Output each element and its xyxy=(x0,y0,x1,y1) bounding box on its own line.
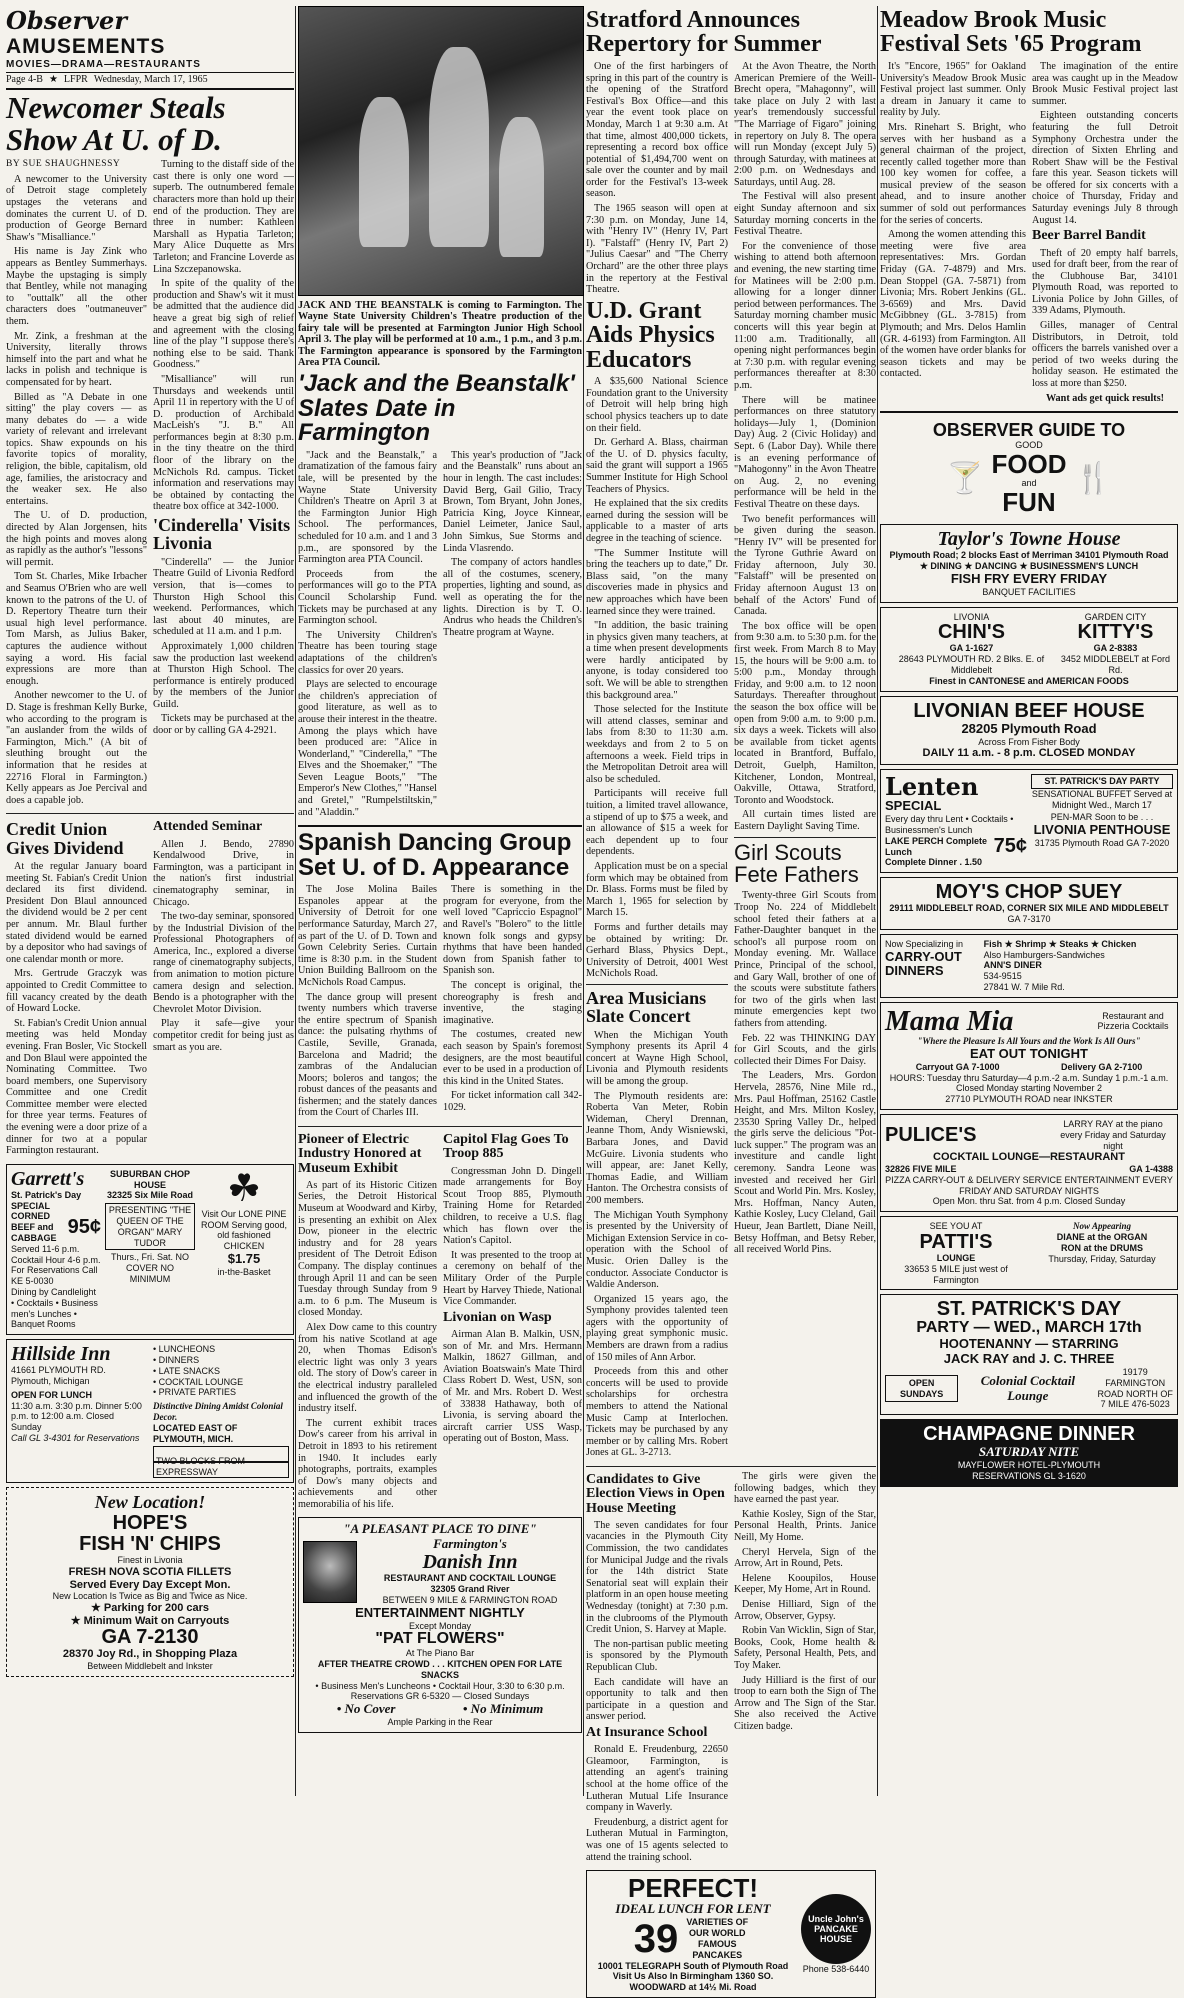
beef-house-ad xyxy=(880,696,1178,765)
danish-at: At The Piano Bar xyxy=(405,1648,475,1659)
masthead-section: AMUSEMENTS xyxy=(6,35,166,58)
guide-and: and xyxy=(1021,478,1037,489)
guide-good: GOOD xyxy=(1015,440,1043,451)
colonial-open: OPEN SUNDAYS xyxy=(885,1375,958,1403)
col3-bottom xyxy=(586,1471,876,1866)
article-paragraph: The two-day seminar, sponsored by the Industrial Division of the Professional Photographers of America, Inc., explored a diverse range of cinematography subjects, from animation to motion picture camera design and selection. Bendo is a photographer with the Chevrolet Motor Division. xyxy=(153,911,294,1015)
article-paragraph: The current exhibit traces Dow's career from his arrival in Detroit in 1893 to his retirement in 1940. It includes early photographs, portraits, examples of Dow's many objects and achievements and other memorabilia of his life. xyxy=(298,1417,437,1510)
hillside-open: OPEN FOR LUNCH xyxy=(11,1389,92,1400)
hillside-tagline: Distinctive Dining Amidst Colonial Decor. xyxy=(153,1401,283,1422)
hopes-title1: New Location! xyxy=(94,1492,206,1513)
garretts-chicken-price: $1.75 xyxy=(227,1251,261,1267)
moys-phone: GA 7-3170 xyxy=(1007,913,1051,924)
pulices-pizza: PIZZA CARRY-OUT & DELIVERY SERVICE ENTERTAINMENT EVERY FRIDAY AND SATURDAY NIGHTS xyxy=(885,1174,1173,1196)
danish-flowers: "PAT FLOWERS" xyxy=(375,1630,505,1648)
pattis-address: 33653 5 MILE just west of Farmington xyxy=(904,1263,1008,1285)
perfect-sub: IDEAL LUNCH FOR LENT xyxy=(615,1901,771,1917)
lenten-ad xyxy=(880,769,1178,873)
article-paragraph: Kathie Kosley, Sign of the Star, Personal Health, Prints. Janice Neill, My Home. xyxy=(734,1508,876,1543)
hillside-feature: • COCKTAIL LOUNGE xyxy=(153,1376,244,1387)
pulices-ad xyxy=(880,1114,1178,1212)
article-paragraph: "Jack and the Beanstalk," a dramatization of the famous fairy tale, will be presented by the Wayne State University Children's Theatre on April 3 at the Farmington Junior High School. The performances, scheduled for 10 a.m. and 1 and 3 p.m., are sponsored by the Farmington area PTA Council. xyxy=(298,449,437,566)
danish-between: BETWEEN 9 MILE & FARMINGTON ROAD xyxy=(382,1594,558,1605)
article-paragraph: Mrs. Gertrude Graczyk was appointed to Credit Committee to fill vacancy created by the death of Howard Locke. xyxy=(6,968,147,1015)
lenten-buffet: SENSATIONAL BUFFET Served at Midnight Wed., March 17 xyxy=(1031,788,1173,810)
article-paragraph: Twenty-three Girl Scouts from Troop No. 224 of Middlebelt school feted their fathers at a Father-Daughter banquet in the school's all purpose room on Monday evening. Mr. Wallace Prince, Principal of the school, and Gary Wall, brother of one of the scouts were substitute fathers for two of the girls when last minute emergencies kept two fathers from attending. xyxy=(734,890,876,1029)
fork-knife-icon: 🍴 xyxy=(1074,461,1112,495)
hillside-call: Call GL 3-4301 for Reservations xyxy=(11,1432,140,1443)
perfect-number: 39 xyxy=(633,1916,679,1961)
taylors-address: Plymouth Road; 2 blocks East of Merriman 34101 Plymouth Road xyxy=(889,550,1169,561)
anns-name: ANN'S DINER xyxy=(983,960,1042,971)
hillside-located: LOCATED EAST OF PLYMOUTH, MICH. xyxy=(153,1422,238,1444)
danish-parking: Ample Parking in the Rear xyxy=(387,1717,493,1728)
girlscouts-headline: Girl Scouts Fete Fathers xyxy=(734,839,859,887)
article-paragraph: Billed as "A Debate in one sitting" the play covers — as many debates do — a wide variety of relevant and irrelevant topics. Shaw expounds on his favorite topics of morality, religion, the bible, capitalism, old age, families, the aristocracy and the weaker sex. He also entertains. xyxy=(6,391,147,507)
hillside-ad xyxy=(6,1339,294,1483)
article-paragraph: The Leaders, Mrs. Gordon Hervela, 28576, Nine Mile rd., Mrs. Paul Hoffman, 25162 Castle Height, and Mrs. Milton Kosley, 23530 Spring Valley Dr., helped the girls serve the delicious "Pot-luck supper." The program was an investiture and candle light ceremony. Sandra Leone was invested and received her Girl Scout and World Pin. Mrs. Kosley, Mrs. Hoffman, Nancy Auten, Kathie Kosley, Lucy Cleland, Gail Hueur, Jean Bartlett, Diane Neill, Betsy Hoffman, and Betsy Reber, all received World Pins. xyxy=(734,1070,876,1256)
pattis-ad xyxy=(880,1216,1178,1290)
meadow-body xyxy=(880,61,1178,407)
stratford-headline: Stratford Announces Repertory for Summer xyxy=(586,7,822,58)
article-paragraph: The Michigan Youth Symphony is presented by the University of Michigan Extension Service in co-operation with the School of Music. Orien Dalley is the conductor. Associate Conductor is Waldie Anderson. xyxy=(586,1209,728,1291)
edition: LFPR xyxy=(63,74,88,85)
beef-across: Across From Fisher Body xyxy=(978,736,1080,747)
moys-ad xyxy=(880,877,1178,930)
lenten-every: Every day thru Lent • Cocktails • Businessmen's Lunch xyxy=(885,814,1014,835)
article-paragraph: Theft of 20 empty half barrels, used for draft beer, from the rear of the Clubhouse Bar, 34101 Plymouth Road, was reported to Livonia Police by John Gilles, of 339 Adams, Plymouth. xyxy=(1032,247,1178,317)
hillside-feature: • LUNCHEONS xyxy=(153,1344,216,1355)
garretts-presenting: PRESENTING "THE QUEEN OF THE ORGAN" MARY TUDOR xyxy=(105,1203,195,1250)
seminar-headline: Attended Seminar xyxy=(153,819,263,835)
article-paragraph: The girls were given the following badges, which they have earned the past year. xyxy=(734,1471,876,1506)
mamamia-carry: Carryout GA 7-1000 xyxy=(915,1061,1000,1072)
beanstalk-caption: JACK AND THE BEANSTALK is coming to Farmington. The Wayne State University Children's Theatre production of the fairy tale will be presented at Farmington Junior High School April 3. The play will be performed at 10 a.m., 1 p.m., and 3 p.m. The Farmington appearance is sponsored by the Farmington Area PTA Council. xyxy=(298,300,582,369)
hillside-feature: • PRIVATE PARTIES xyxy=(153,1387,237,1398)
article-paragraph: Mrs. Rinehart S. Bright, who serves with her husband as a general chairman of the project, recently called together more than 100 key women for coffee, a musical preview of the season ahead, and to insure another summer of sold out performances for the series of concerts. xyxy=(880,121,1026,226)
anns-address: 27841 W. 7 Mile Rd. xyxy=(983,981,1065,992)
moys-address: 29111 MIDDLEBELT ROAD, CORNER SIX MILE AND MIDDLEBELT xyxy=(889,903,1169,914)
hopes-between: Between Middlebelt and Inkster xyxy=(87,1660,213,1671)
anns-items: Fish ★ Shrimp ★ Steaks ★ Chicken xyxy=(983,938,1137,949)
article-paragraph: "Misalliance" will run Thursdays and weekends until April 11 in repertory with the U of D. production of Archibald MacLeish's "J. B." All performances begin at 8:30 p.m. in the tiny theatre on the third floor of the library on the McNichols Rd. campus. Ticket information and reservations may be obtained by contacting the theatre box office at 342-1000. xyxy=(153,373,294,513)
kittys-phone: GA 2-8383 xyxy=(1093,643,1138,654)
pulices-ray: LARRY RAY at the piano every Friday and Saturday night xyxy=(1060,1119,1166,1151)
filler: Want ads get quick results! xyxy=(1045,392,1165,404)
article-paragraph: Dr. Gerhard A. Blass, chairman of the U. of D. physics faculty, said the grant will support a 1965 Summer Institute for High School Teachers of Physics. xyxy=(586,437,728,495)
pancake-house-logo: Uncle John's PANCAKE HOUSE xyxy=(801,1894,871,1964)
issue-date: Wednesday, March 17, 1965 xyxy=(93,74,208,85)
pioneer-headline: Pioneer of Electric Industry Honored at Museum Exhibit xyxy=(298,1132,422,1176)
pattis-see: SEE YOU AT xyxy=(929,1221,983,1232)
lenten-party: ST. PATRICK'S DAY PARTY xyxy=(1031,774,1173,789)
mamamia-delivery: Delivery GA 2-7100 xyxy=(1061,1061,1143,1072)
masthead-subtitle: MOVIES—DRAMA—RESTAURANTS xyxy=(6,59,201,70)
mamamia-eat: EAT OUT TONIGHT xyxy=(970,1045,1088,1061)
perfect-title: PERFECT! xyxy=(628,1873,758,1904)
article-paragraph: The Plymouth residents are: Roberta Van Meter, Robin Wideman, Cheryl Drennan, Jeanne Thom, Andy Wisniewski, Barbara Jones, and David McGuire. Livonia students who will appear, are: Janet Kelly, Thomas Eadie, and William Hanton. The Orchestra consists of 200 members. xyxy=(586,1090,728,1206)
danish-town: Farmington's xyxy=(433,1536,507,1552)
perfect-ad xyxy=(586,1870,876,1998)
article-paragraph: Robin Van Wicklin, Sign of Star, Books, Cook, Home health & Safety, Personal Health, Pets, and Toy Maker. xyxy=(734,1625,876,1671)
article-paragraph: The University Children's Theatre has been touring stage adaptations of the children's classics for over 20 years. xyxy=(298,629,437,676)
article-paragraph: "In addition, the basic training in physics given many teachers, at a time when present developments were hardly anticipated by anyone, is today considered too soft. We will be able to strengthen this background area." xyxy=(586,620,728,701)
pulices-open: Open Mon. thru Sat. from 4 p.m. Closed Sunday xyxy=(932,1196,1126,1207)
article-paragraph: There will be matinee performances on three statutory holidays—July 1, (Dominion Day) Aug. 2 (Civic Holiday) and Sept. 6 (Labor Day). While there is an evening performance of "Mahogonny" in the Avon Theatre on Aug. 2, no evening performance will be held in the Festival Theatre on these days. xyxy=(734,394,876,510)
moys-name: MOY'S CHOP SUEY xyxy=(935,881,1123,904)
chins-kittys-ad xyxy=(880,607,1178,692)
pattis-lounge: LOUNGE xyxy=(936,1253,976,1264)
hillside-map xyxy=(153,1446,289,1478)
beef-address: 28205 Plymouth Road xyxy=(961,720,1097,736)
hopes-served: Served Every Day Except Mon. xyxy=(69,1578,231,1591)
pulices-cocktail: COCKTAIL LOUNGE—RESTAURANT xyxy=(933,1151,1125,1164)
taylors-features: ★ DINING ★ DANCING ★ BUSINESSMEN'S LUNCH xyxy=(919,561,1139,572)
colonial-day: ST. PATRICK'S DAY xyxy=(936,1298,1122,1321)
article-paragraph: Approximately 1,000 children saw the production last weekend at Thurston High School. The performance is entirely produced by the members of the Junior Guild. xyxy=(153,640,294,710)
article-paragraph: It's "Encore, 1965" for Oakland University's Meadow Brook Music Festival project last summer. Only a dream in January it came to reality by July. xyxy=(880,60,1026,119)
article-paragraph: Each candidate will have an opportunity to talk and then participate in a question and answer period. xyxy=(586,1676,728,1723)
column-4 xyxy=(880,6,1178,1796)
garretts-basket: in-the-Basket xyxy=(217,1266,271,1277)
article-paragraph: The dance group will present twenty numbers which traverse the entire spectrum of Spanish dance: the pulsating rhythms of Castile, Seville, Granada, Barcelona and Madrid; the zambras of the Andalucian Moors; boleros and tangos; the robust dances of the peasants and fishermen; and the stately dances from the Court of Charles III. xyxy=(298,991,437,1119)
colonial-jack: JACK RAY and J. C. THREE xyxy=(943,1351,1115,1367)
hopes-minimum: ★ Minimum Wait on Carryouts xyxy=(70,1614,230,1627)
article-paragraph: Mr. Zink, a freshman at the University, literally throws himself into the part and what he lacks in polish and technique is compensated for by heart. xyxy=(6,330,147,388)
article-paragraph: Those selected for the Institute will attend classes, seminar and labs from 8:30 to 11:30 a.m. weekdays and from 2 to 5 on afternoons a week. Field trips in the Metropolitan Detroit area will also be scheduled. xyxy=(586,704,728,785)
guide-title: OBSERVER GUIDE TO xyxy=(932,420,1126,441)
article-paragraph: St. Fabian's Credit Union annual meeting was held Monday evening. Fran Bosler, Vic Stockell and Don Blaul were appointed the Nominating Committee. Two board members, one Supervisory Committee and one Credit Committee member were elected for three year terms. Features of the evening were a door prize of a dinner for two at a popular Farmington restaurant. xyxy=(6,1017,147,1157)
danish-ent: ENTERTAINMENT NIGHTLY xyxy=(355,1604,525,1620)
article-paragraph: Proceeds from the performances will go to the PTA Council Scholarship Fund. Tickets may be purchased at any Farmington school. xyxy=(298,568,437,627)
chins-name: CHIN'S xyxy=(937,621,1005,644)
article-paragraph: Gilles, manager of Central Distributors, in Detroit, told officers the barrels vanished over a period of two weeks during the holiday season. He estimated the loss at more than $250. xyxy=(1032,320,1178,390)
column-rule xyxy=(295,6,296,1796)
hillside-feature: • LATE SNACKS xyxy=(153,1365,221,1376)
hopes-ad xyxy=(6,1487,294,1676)
newcomer-byline: BY SUE SHAUGHNESSY xyxy=(6,159,121,170)
stratford-body xyxy=(586,61,876,1462)
article-paragraph: Organized 15 years ago, the Symphony provides talented teen agers with the opportunity of playing great symphonic music. Members are drawn from a radius of 150 miles of Ann Arbor. xyxy=(586,1293,728,1363)
perfect-visit: Visit Us Also In Birmingham 1360 SO. WOODWARD at 14½ Mi. Road xyxy=(612,1971,774,1993)
lenten-special: SPECIAL xyxy=(885,798,942,814)
garretts-nights: Thurs., Fri. Sat. NO COVER NO MINIMUM xyxy=(110,1252,189,1285)
newcomer-headline: Newcomer Steals Show At U. of D. xyxy=(6,90,226,157)
danish-nomin: • No Minimum xyxy=(462,1701,544,1717)
garretts-address: 32325 Six Mile Road xyxy=(106,1190,194,1201)
article-paragraph: When the Michigan Youth Symphony presents its April 4 concert at Wayne High School, Livonia and Plymouth residents will be among the group. xyxy=(586,1029,728,1087)
column-3 xyxy=(586,6,876,1993)
hopes-title3: FISH 'N' CHIPS xyxy=(79,1533,221,1556)
credit-seminar-row xyxy=(6,818,294,1160)
article-paragraph: Plays are selected to encourage the children's appreciation of good literature, as well as to arouse their interest in the theatre. Among the plays which have been produced are: "Alice in Wonderland," "Cinderella," "The Elves and the Shoemaker," "The Seven League Boots," "The Emperor's New Clothes," "Hansel and Gretel," "Rumpelstiltskin," and "Aladdin." xyxy=(298,679,437,818)
lenten-dinner: Complete Dinner . 1.50 xyxy=(885,857,983,868)
beanstalk-photo xyxy=(298,6,584,296)
article-paragraph: "Cinderella" — the Junior Theatre Guild of Livonia Redford version, that is—comes to Thurston High School this weekend. Performances, which last about 40 minutes, are scheduled at 11 a.m. and 1 p.m. xyxy=(153,556,294,638)
column-1 xyxy=(6,6,294,1796)
colonial-hoot: HOOTENANNY — STARRING xyxy=(939,1336,1119,1352)
grant-headline: U.D. Grant Aids Physics Educators xyxy=(586,297,715,373)
article-paragraph: Tom St. Charles, Mike Irbacher and Seamus O'Brien who are well known to the patrons of the U. of D. Repertory Theatre turn their usual high level performance. Tom Marsh, as Julius Baker, captures the audience without saying a word. His facial expressions are more than enough. xyxy=(6,571,147,687)
anns-carry: CARRY-OUT DINNERS xyxy=(885,948,962,979)
chins-location: LIVONIA xyxy=(953,611,990,622)
danish-inn-ad xyxy=(298,1517,582,1733)
perfect-phone: Phone 538-6440 xyxy=(802,1963,870,1974)
beanstalk-headline: 'Jack and the Beanstalk' Slates Date in Farmington xyxy=(298,370,575,447)
article-paragraph: The Festival will also present eight Sunday afternoon and six Saturday morning concerts in the Festival Theatre. xyxy=(734,191,876,238)
lenten-address: 31735 Plymouth Road GA 7-2020 xyxy=(1034,838,1170,849)
mamamia-tag: "Where the Pleasure Is All Yours and the Work Is All Ours" xyxy=(917,1036,1141,1047)
pulices-address: 32826 FIVE MILE xyxy=(885,1164,957,1175)
pioneer-row xyxy=(298,1131,582,1513)
lenten-title: Lenten xyxy=(885,772,979,801)
kittys-location: GARDEN CITY xyxy=(1084,611,1147,622)
mamamia-sub: Restaurant and Pizzeria Cocktails xyxy=(1097,1010,1169,1032)
article-paragraph: Another newcomer to the U. of D. Stage is freshman Kelly Burke, who according to the program is "an auslander from the wilds of Farmington, Mich." (A bit of sleuthing brought out the information that he resides at 22716 Floral in Farmington.) Kelly appears as Joe Percival and does a capable job. xyxy=(6,690,147,806)
hopes-parking: ★ Parking for 200 cars xyxy=(90,1601,210,1614)
musicians-headline: Area Musicians Slate Concert xyxy=(586,987,707,1027)
garretts-dish: CORNED BEEF and CABBAGE xyxy=(11,1211,57,1244)
colonial-name: Colonial Cocktail Lounge xyxy=(980,1372,1075,1403)
mama-mia-ad xyxy=(880,1002,1178,1110)
garretts-price: 95¢ xyxy=(67,1216,101,1239)
article-paragraph: Alex Dow came to this country from his native Scotland at age 20, when Thomas Edison's electric light was only 3 years old. The story of Dow's career in the electrical industry paralleled and influenced the growth of the industry itself. xyxy=(298,1321,437,1415)
garretts-services: Dining by Candlelight • Cocktails • Business men's Lunches • Banquet Rooms xyxy=(11,1287,98,1330)
star-icon: ★ xyxy=(48,74,58,85)
article-paragraph: A $35,600 National Science Foundation grant to the University of Detroit will help bring high school physics teachers up to date on their field. xyxy=(586,376,728,434)
candidates-headline: Candidates to Give Election Views in Open House Meeting xyxy=(586,1472,725,1516)
lenten-perch: LAKE PERCH Complete Lunch xyxy=(885,835,988,857)
pulices-phone: GA 1-4388 xyxy=(1129,1164,1173,1175)
column-rule xyxy=(877,6,878,1796)
hopes-title2: HOPE'S xyxy=(112,1512,188,1535)
perfect-varieties: VARIETIES OF OUR WORLD FAMOUS PANCAKES xyxy=(686,1917,749,1960)
danish-sub: RESTAURANT AND COCKTAIL LOUNGE xyxy=(383,1573,557,1584)
hillside-address: 41661 PLYMOUTH RD. Plymouth, Michigan xyxy=(11,1365,106,1386)
article-paragraph: As part of its Historic Citizen Series, the Detroit Historical Museum at Woodward and Kirby, is presenting an exhibit on Alex Dow, pioneer in the electric industry and for 28 years president of The Detroit Edison Company. The display continues through April 11 and can be seen Tuesday through Sunday from 9 a.m. to 6 p.m. The Museum is closed Monday. xyxy=(298,1179,437,1319)
column-2 xyxy=(298,6,582,1796)
article-paragraph: Eighteen outstanding concerts featuring the full Detroit Symphony Orchestra under the direction of Sixten Ehrling and Robert Shaw will be the Festival fare this year. Season tickets will be offered for six concerts with a choice of Thursday, Friday and Saturday evenings July 8 through August 14. xyxy=(1032,110,1178,226)
danish-name: Danish Inn xyxy=(422,1551,518,1574)
garretts-visit: Visit Our LONE PINE ROOM Serving good, old fashioned CHICKEN xyxy=(200,1208,288,1252)
anns-specializing: Now Specializing in xyxy=(885,938,964,949)
article-paragraph: The U. of D. production, directed by Alan Jorgensen, hits the high points and moves along as rapidly as the author's "lessons" will permit. xyxy=(6,510,147,568)
danish-nocover: • No Cover xyxy=(336,1701,396,1717)
taylors-name: Taylor's Towne House xyxy=(937,528,1121,551)
credit-headline: Credit Union Gives Dividend xyxy=(6,819,124,858)
champagne-title: CHAMPAGNE DINNER xyxy=(923,1423,1135,1446)
danish-services: • Business Men's Luncheons • Cocktail Hour, 3:30 to 6:30 p.m. Reservations GR 6-5320 — Closed Sundays xyxy=(315,1680,565,1702)
hopes-twice: New Location Is Twice as Big and Twice as Nice. xyxy=(52,1591,248,1602)
mamamia-hours: HOURS: Tuesday thru Saturday—4 p.m.-2 a.m. Sunday 1 p.m.-1 a.m. Closed Monday starting November 2 xyxy=(889,1072,1169,1094)
article-paragraph: Feb. 22 was THINKING DAY for Girl Scouts, and the girls collected their Dimes For Daisy. xyxy=(734,1032,876,1067)
article-paragraph: There is something in the program for everyone, from the well loved "Capriccio Espagnol" and Ravel's "Bolero" to the little known folk songs and gypsy rhythms that have been handed down from Spanish father to Spanish son. xyxy=(443,884,582,977)
capitol-headline: Capitol Flag Goes To Troop 885 xyxy=(443,1132,569,1162)
article-paragraph: "The Summer Institute will bring the teachers up to date," Dr. Blass said, "on the many discoveries made in physics and new approaches which have been learned since they were trained. xyxy=(586,547,728,617)
colonial-address: 19179 FARMINGTON ROAD NORTH OF 7 MILE 476-5023 xyxy=(1097,1367,1173,1410)
lenten-penmar: PEN-MAR Soon to be . . . xyxy=(1050,812,1154,823)
taylors-fish: FISH FRY EVERY FRIDAY xyxy=(950,570,1108,586)
danish-address: 32305 Grand River xyxy=(430,1584,510,1595)
article-paragraph: Application must be on a special form which may be obtained from Dr. Blass. Forms must be filed by March 1, 1965 for selection by March 15. xyxy=(586,860,728,919)
hopes-finest: Finest in Livonia xyxy=(117,1555,183,1566)
article-paragraph: The imagination of the entire area was caught up in the Meadow Brook Music Festival project last summer. xyxy=(1032,60,1178,107)
garretts-name: Garrett's xyxy=(11,1167,85,1190)
perfect-address: 10001 TELEGRAPH South of Plymouth Road xyxy=(597,1960,789,1971)
bandit-headline: Beer Barrel Bandit xyxy=(1032,228,1146,244)
article-paragraph: This year's production of "Jack and the Beanstalk" runs about an hour in length. The cast includes: David Berg, Gail Gilio, Tracy Brown, Tom Bryant, John Jones, Patricia King, Joyce Kinnear, Daniel Leimeter, Janice Saul, John Simkus, Sue Storms and Linda Vlasrendo. xyxy=(443,449,582,554)
pattis-appearing: Now Appearing xyxy=(1073,1221,1131,1232)
cocktail-icon: 🍸 xyxy=(946,461,984,495)
garretts-special: St. Patrick's Day SPECIAL xyxy=(11,1189,82,1211)
article-paragraph: A newcomer to the University of Detroit stage completely upstages the veterans and dominates the current U. of D. production of George Bernard Shaw's "Misalliance." xyxy=(6,173,147,243)
article-paragraph: Participants will receive full tuition, a limited travel allowance, a stipend of up to $75 a week, and an allowance of $15 a week for each dependent up to four dependents. xyxy=(586,788,728,858)
kittys-name: KITTY'S xyxy=(1077,621,1154,644)
article-paragraph: The company of actors handles all of the costumes, scenery, properties, lighting and sound, as well as operating the for the lights. Direction is by T. O. Andrus who heads the Children's Theatre program at Wayne. xyxy=(443,557,582,638)
article-paragraph: Two benefit performances will be given during the season. "Henry IV" will be presented for the Tyrone Guthrie Award on Friday afternoon, July 30. "Falstaff" will be presented on Friday afternoon August 13 on behalf of the Actors' Fund of Canada. xyxy=(734,513,876,618)
lenten-penthouse: LIVONIA PENTHOUSE xyxy=(1033,822,1171,838)
chins-address: 28643 PLYMOUTH RD. 2 Blks. E. of Middlebelt xyxy=(898,654,1045,676)
taylors-banquet: BANQUET FACILITIES xyxy=(982,586,1076,597)
article-paragraph: Among the women attending this meeting were five area representatives: Mrs. Gordan Friday (GA. 7-4879) and Mrs. Dean Stoppel (GA. 7-5871) from Livonia; Mrs. Robert Jenkins (GL. 3-6569) and Mrs. David McGibbney (GL. 3-7815) from Plymouth; and Mrs. Delos Hamlin (GR. 4-6193) from Farmington. All of the women have order blanks for season tickets and may be contacted. xyxy=(880,229,1026,380)
article-paragraph: All curtain times listed are Eastern Daylight Saving Time. xyxy=(734,809,876,832)
hillside-feature: • DINNERS xyxy=(153,1355,200,1365)
champagne-hotel: MAYFLOWER HOTEL-PLYMOUTH xyxy=(957,1460,1101,1471)
danish-except: Except Monday xyxy=(408,1620,472,1631)
masthead-dateline xyxy=(6,72,294,85)
article-paragraph: The seven candidates for four vacancies in the Plymouth City Commission, the two candidates for Municipal Judge and the rivals for the 14th district State Senatorial seat will explain their platform in an open house meeting Wednesday (tonight) at 7:30 p.m. in the clubrooms of the Plymouth Credit Union, S. Harvey at Maple. xyxy=(586,1519,728,1636)
article-paragraph: For ticket information call 342-1029. xyxy=(443,1090,582,1113)
article-paragraph: Congressman John D. Dingell made arrangements for Boy Scout Troop 885, Plymouth Training Home for Retarded children, to receive a U.S. flag which has flown over the Nation's Capitol. xyxy=(443,1165,582,1247)
hopes-phone: GA 7-2130 xyxy=(101,1626,199,1649)
lenten-price: 75¢ xyxy=(993,835,1027,858)
article-paragraph: Freudenburg, a district agent for Lutheran Mutual in Farmington, was one of 15 agents selected to attend the training school. xyxy=(586,1816,728,1863)
article-paragraph: He explained that the six credits earned during the session will be applicable to a master of arts degree in the teaching of science. xyxy=(586,498,728,544)
danish-slogan: "A PLEASANT PLACE TO DINE" xyxy=(343,1521,537,1537)
guide-food: FOOD xyxy=(991,448,1067,479)
observer-guide-header xyxy=(880,417,1178,520)
newcomer-body xyxy=(6,159,294,809)
beanstalk-body xyxy=(298,450,582,821)
spanish-headline: Spanish Dancing Group Set U. of D. Appearance xyxy=(298,829,572,881)
kittys-address: 3452 MIDDLEBELT at Ford Rd. xyxy=(1060,654,1171,676)
danish-after: AFTER THEATRE CROWD . . . KITCHEN OPEN FOR LATE SNACKS xyxy=(317,1659,563,1680)
meadow-headline: Meadow Brook Music Festival Sets '65 Program xyxy=(880,7,1142,58)
beef-name: LIVONIAN BEEF HOUSE xyxy=(913,699,1145,722)
hopes-fillets: FRESH NOVA SCOTIA FILLETS xyxy=(68,1565,232,1578)
garretts-ad xyxy=(6,1164,294,1335)
pattis-name: PATTI'S xyxy=(919,1231,993,1254)
article-paragraph: Proceeds from this and other concerts will be used to provide scholarships for orchestra members to attend the National Music Camp at Interlochen. Tickets may be purchased by any member or by calling Mrs. Robert Jones at GL. 3-2713. xyxy=(586,1366,728,1459)
spanish-body xyxy=(298,884,582,1122)
article-paragraph: Turning to the distaff side of the cast there is only one word — superb. The outnumbered female characters more than hold up their end of the production. They are three in number: Kathleen Marshall as Hypatia Tarleton; Mary Alice Duquette as Mrs Tarleton; and Francine Loverde as Lina Szczepanowska. xyxy=(153,159,294,275)
chins-finest: Finest in CANTONESE and AMERICAN FOODS xyxy=(929,675,1129,686)
garretts-house: SUBURBAN CHOP HOUSE xyxy=(109,1168,190,1190)
page-number: Page 4-B xyxy=(6,74,43,85)
wasp-headline: Livonian on Wasp xyxy=(443,1309,552,1325)
article-paragraph: The 1965 season will open at 7:30 p.m. on Monday, June 14, with "Henry IV" (Henry IV, Part I). "Falstaff" (Henry IV, Part 2) "Julius Caesar" and "The Cherry Orchard" are the other three plays in the repertory at the Festival Theatre. xyxy=(586,203,728,296)
article-paragraph: His name is Jay Zink who appears as Bentley Summerhays. Maybe the upstaging is simply that Bentley, while not managing to "outtalk" all the other characters does "outmaneuver" them. xyxy=(6,246,147,327)
article-paragraph: Forms and further details may be obtained by writing: Dr. Gerhard Blass, Physics Dept., University of Detroit, 4001 West McNichols Road. xyxy=(586,921,728,980)
hillside-name: Hillside Inn xyxy=(11,1343,111,1366)
pattis-nights: Thursday, Friday, Saturday xyxy=(1048,1253,1156,1264)
article-paragraph: The Jose Molina Bailes Espanoles appear at the University of Detroit for one performance Saturday, March 27, as part of the U. of D. Town and Gown Celebrity Series. Curtain time is 8:30 p.m. in the Student Union Building Ballroom on the McNichols Road Campus. xyxy=(298,884,437,988)
article-paragraph: Ronald E. Freudenburg, 22650 Gleamoor, Farmington, is attending an agent's training school at the home office of the Lutheran Mutual Life Insurance company in Waverly. xyxy=(586,1744,728,1814)
article-paragraph: Tickets may be purchased at the door or by calling GA 4-2921. xyxy=(153,713,294,737)
article-paragraph: The concept is original, the choreography is fresh and inventive, the staging imaginative. xyxy=(443,979,582,1026)
article-paragraph: In spite of the quality of the production and Shaw's wit it must be admitted that the audience did heave a great big sigh of relief and agreement with the closing line of the play "I suppose there's nothing else to be said. Thank Goodness." xyxy=(153,278,294,371)
article-paragraph: At the Avon Theatre, the North American Premiere of the Weill-Brecht opera, "Mahagonny", will take place on July 2 with last year's tremendously successful "The Marriage of Figaro" joining in repertory on July 8. The opera will run Monday (except July 5) through Saturday, with matinees at 2:00 p.m. on Wednesdays and Saturdays, until Aug. 28. xyxy=(734,60,876,188)
garretts-served: Served 11-6 p.m. Cocktail Hour 4-6 p.m. For Reservations Call KE 5-0030 xyxy=(11,1243,101,1287)
anns-ad xyxy=(880,934,1178,998)
article-paragraph: Play it safe—give your competitor credit for being just as smart as you are. xyxy=(153,1018,294,1053)
anns-phone: 534-9515 xyxy=(983,971,1022,982)
colonial-party: PARTY — WED., MARCH 17th xyxy=(916,1319,1142,1337)
chins-phone: GA 1-1627 xyxy=(949,643,994,654)
article-paragraph: The non-partisan public meeting is sponsored by the Plymouth Republican Club. xyxy=(586,1638,728,1673)
article-paragraph: For the convenience of those wishing to attend both afternoon and evening, the new starting time for Matinees will be 2:00 p.m. allowing for a longer dinner period between performances. The Saturday morning chamber music concerts will this year begin at 11:00 a.m. Traditionally, all opening night performances begin at 7:30 p.m. with regular evening performances thereafter at 8:30 p.m. xyxy=(734,240,876,391)
taylors-ad xyxy=(880,524,1178,602)
masthead xyxy=(6,6,294,90)
danish-photo xyxy=(303,1541,357,1603)
mamamia-name: Mama Mia xyxy=(885,1005,1014,1037)
article-paragraph: The costumes, created new each season by Spain's foremost designers, are the most beautiful ever to be used in a production of this kind in the United States. xyxy=(443,1029,582,1087)
guide-fun: FUN xyxy=(1002,487,1056,518)
pattis-ron: RON at the DRUMS xyxy=(1060,1242,1143,1253)
shamrock-icon: ☘ xyxy=(226,1167,262,1210)
hillside-hours: 11:30 a.m. 3:30 p.m. Dinner 5:00 p.m. to 12:00 a.m. Closed Sunday xyxy=(11,1400,142,1433)
hillside-map-note: TWO BLOCKS FROM EXPRESSWAY xyxy=(156,1455,246,1477)
champagne-ad xyxy=(880,1419,1178,1487)
masthead-name: Observer xyxy=(6,6,127,35)
champagne-res: RESERVATIONS GL 3-1620 xyxy=(972,1471,1086,1481)
cinderella-headline: 'Cinderella' Visits Livonia xyxy=(153,515,291,554)
pattis-diane: DIANE at the ORGAN xyxy=(1056,1232,1148,1243)
champagne-sat: SATURDAY NITE xyxy=(978,1444,1080,1460)
article-paragraph: It was presented to the troop at a ceremony on behalf of the Military Order of the Purple Heart by Harvey Thiede, National Vice Commander. xyxy=(443,1249,582,1308)
article-paragraph: Judy Hilliard is the first of our troop to earn both the Sign of The Arrow and The Sign of the Star. She also received the Active Citizen badge. xyxy=(734,1674,876,1732)
pulices-name: PULICE'S xyxy=(885,1123,977,1146)
article-paragraph: The box office will be open from 9:30 a.m. to 5:30 p.m. for the first week. From March 8 to May 15, the hours will be 9:00 a.m. to 5:00 p.m., Monday through Friday, and 9:00 a.m. to 12 noon Saturdays. Thereafter throughout the season the box office will be open from 9:00 a.m. to 9:00 p.m. six days a week. Tickets will also be available from ticket agents located in Brantford, Buffalo, Detroit, Guelph, Hamilton, Kitchener, London, Montreal, Oakville, Ottawa, Stratford, Toronto and Woodstock. xyxy=(734,620,876,806)
anns-also: Also Hamburgers-Sandwiches xyxy=(983,949,1105,960)
hopes-address: 28370 Joy Rd., in Shopping Plaza xyxy=(62,1648,238,1661)
mamamia-address: 27710 PLYMOUTH ROAD near INKSTER xyxy=(945,1094,1113,1105)
beef-hours: DAILY 11 a.m. - 8 p.m. CLOSED MONDAY xyxy=(922,747,1136,760)
article-paragraph: Cheryl Hervela, Sign of the Arrow, Art in Round, Pets. xyxy=(734,1546,876,1570)
insurance-headline: At Insurance School xyxy=(586,1724,708,1740)
article-paragraph: Airman Alan B. Malkin, USN, son of Mr. and Mrs. Hermann Malkin, 18627 Gillman, and Aviation Boatswain's Mate Third Class Robert D. West, USN, son of Mr. and Mrs. Robert D. West of 33838 Hathaway, both of Livonia, is serving aboard the aircraft carrier USS Wasp, operating out of Boston, Mass. xyxy=(443,1328,582,1445)
article-paragraph: At the regular January board meeting St. Fabian's Credit Union declared its first dividend. President Don Blaul announced the dividend would be 2 per cent per annum. Mr. Blaul further stated dividend would be earned by a depositor who had savings of one calendar month or more. xyxy=(6,861,147,965)
article-paragraph: One of the first harbingers of spring in this part of the country is the opening of the Stratford Festival's Box Office—and this year the event took place on Monday, March 1 at 9:30 a.m. At that time, almost 400,000 tickets, representing a record box office potential of $1,494,700 went on sale over the counter and by mail order for the Festival's 13-week season. xyxy=(586,60,728,200)
article-paragraph: Helene Kooupilos, House Keeper, My Home, Art in Round. xyxy=(734,1572,876,1596)
article-paragraph: Denise Hilliard, Sign of the Arrow, Observer, Gypsy. xyxy=(734,1598,876,1622)
article-paragraph: Allen J. Bendo, 27890 Kendalwood Drive, in Farmington, was a participant in the nation's first industrial cinematography seminar, in Chicago. xyxy=(153,838,294,908)
colonial-ad xyxy=(880,1294,1178,1415)
